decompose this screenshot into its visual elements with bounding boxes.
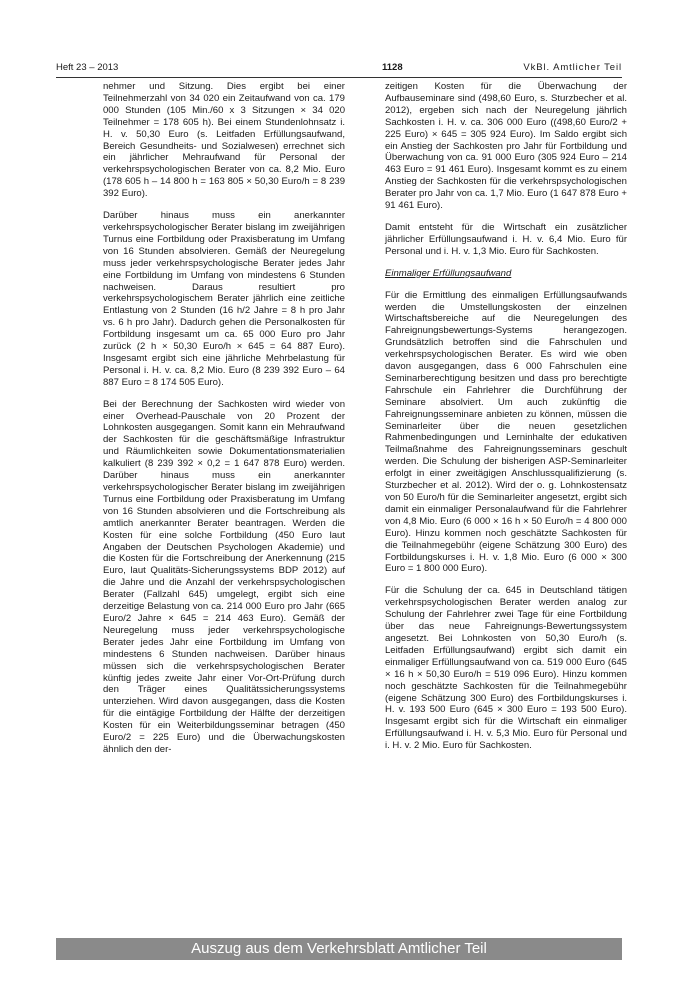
right-column: [385, 81, 627, 762]
paragraph: Damit entsteht für die Wirtschaft ein zusätzlicher jährlicher Erfüllungsaufwand i. H. v. 6,4 Mio. Euro für Personal und i. H. v. 1,3 Mio. Euro für Sachkosten.: [385, 221, 627, 257]
section-heading: Einmaliger Erfüllungsaufwand: [385, 267, 512, 279]
paragraph: Für die Schulung der ca. 645 in Deutschland tätigen verkehrspsychologischen Berater werden analog zur Schulung der Fahrlehrer zwei Tage für eine Fortbildung über das neue Fahreignungs-Bewertungssystem angesetzt. Bei Lohnkosten von 50,30 Euro/h (s. Leitfaden Erfüllungsaufwand) ergibt sich damit ein einmaliger Erfüllungsaufwand von ca. 519 000 Euro (645 × 16 h × 50,30 Euro/h = 519 096 Euro). Hinzu kommen noch geschätzte Sachkosten für die Teilnahmegebühr (eigene Schätzung 300 Euro) des Fortbildungskurses i. H. v. 193 500 Euro (645 × 300 Euro = 193 500 Euro). Insgesamt ergibt sich für die Wirtschaft ein einmaliger Erfüllungsaufwand i. H. v. 5,3 Mio. Euro für Personal und i. H. v. 2 Mio. Euro für Sachkosten.: [385, 585, 627, 752]
paragraph: zeitigen Kosten für die Überwachung der Aufbauseminare sind (498,60 Euro, s. Sturzbecher et al. 2012), ergeben sich nach der Neuregelung jährlich Sachkosten i. H. v. ca. 306 000 Euro ((498,60 Euro/2 + 225 Euro) × 645 = 305 924 Euro). Im Saldo ergibt sich ein Anstieg der Sachkosten pro Jahr für Fortbildung und Überwachung von ca. 91 000 Euro (305 924 Euro – 214 463 Euro = 91 461 Euro). Insgesamt kommt es zu einem Anstieg der Sachkosten für die verkehrspsychologischen Berater pro Jahr von ca. 1,7 Mio. Euro (1 647 878 Euro + 91 461 Euro).: [385, 81, 627, 212]
page-number: 1128: [382, 62, 403, 73]
page-header: [56, 62, 622, 76]
header-divider: [56, 77, 622, 78]
paragraph: Für die Ermittlung des einmaligen Erfüllungsaufwands werden die Umstellungskosten der einzelnen Wirtschaftsbereiche auf die Neuregelungen des Fahreignungsbewertungs-Systems herangezogen. Grundsätzlich betroffen sind die Fahrschulen und verkehrspsychologischen Berater. Es wird wie oben davon ausgegangen, dass 6 000 Fahrschulen eine Seminarberechtigung besitzen und dass pro berechtigte Fahrschule ein Fahrlehrer die Durchführung der Seminare absolviert. Um auch zukünftig die Fahreignungsseminare anbieten zu können, müssen die Seminarleiter über die neuen gesetzlichen Rahmenbedingungen und Lerninhalte der edukativen Teilmaßnahme des Fahreignungsseminars geschult werden. Die Schulung der bisherigen ASP-Seminarleiter erfolgt in einer zweitägigen Anschlussqualifizierung (s. Sturzbecher et al. 2012). Wird der o. g. Lohnkostensatz von 50 Euro/h für die Seminarleiter angesetzt, ergibt sich damit ein einmaliger Personalaufwand für die Fahrlehrer von 4,8 Mio. Euro (6 000 × 16 h × 50 Euro/h = 4 800 000 Euro). Hinzu kommen noch geschätzte Sachkosten für die Teilnahmegebühr (eigene Schätzung 300 Euro) des Fortbildungskurses i. H. v. 1,8 Mio. Euro (6 000 × 300 Euro = 1 800 000 Euro).: [385, 289, 627, 575]
publication-title: VkBl. Amtlicher Teil: [523, 62, 622, 73]
paragraph: Bei der Berechnung der Sachkosten wird wieder von einer Overhead-Pauschale von 20 Prozent der Lohnkosten ausgegangen. Somit kann ein Mehraufwand der Sachkosten für die geschäftsmäßige Infrastruktur und Räumlichkeiten sowie Dokumentationsmaterialien kalkuliert (8 239 392 × 0,2 = 1 647 878 Euro) werden. Darüber hinaus muss ein anerkannter verkehrspsychologischer Berater bislang im zweijährigen Turnus eine Fortbildung oder Praxisberatung im Umfang von 16 Stunden absolvieren und die Fortschreibung als amtlich anerkannter Berater beantragen. Werden die Kosten für eine solche Fortbildung (450 Euro laut Angaben der Deutschen Psychologen Akademie) und die Kosten für die Fortschreibung der Anerkennung (215 Euro, laut Qualitäts-Sicherungssystems BDP 2012) auf die Jahre und die Anzahl der verkehrspsychologischen Berater (Fallzahl 645) umgelegt, ergibt sich eine derzeitige Belastung von ca. 214 000 Euro pro Jahr (665 Euro/2 Jahre × 645 = 214 463 Euro). Gemäß der Neuregelung muss jeder verkehrspsychologische Berater jedes Jahr eine Fortbildung im Umfang von mindestens 6 Stunden nachweisen. Darüber hinaus müssen sich die verkehrspsychologischen Berater künftig jedes zweite Jahr einer Vor-Ort-Prüfung durch den Träger eines Qualitätssicherungssystems unterziehen. Wird davon ausgegangen, dass die Kosten für die eintägige Fortbildung der Hälfte der derzeitigen Kosten für ein Weiterbildungsseminar betragen (450 Euro/2 = 225 Euro) und die Überwachungskosten ähnlich den der-: [103, 398, 345, 755]
paragraph: Darüber hinaus muss ein anerkannter verkehrspsychologischer Berater bislang im zweijährigen Turnus eine Fortbildung oder Praxisberatung im Umfang von 16 Stunden absolvieren. Gemäß der Neuregelung muss jeder verkehrspsychologische Berater jedes Jahr eine Fortbildung im Umfang von mindestens 6 Stunden nachweisen. Daraus resultiert pro verkehrspsychologischem Berater jährlich eine zeitliche Entlastung von 2 Stunden (16 h/2 Jahre = 8 h pro Jahr vs. 6 h pro Jahr). Dadurch gehen die Personalkosten für Fortbildung insgesamt um ca. 65 000 Euro pro Jahr zurück (2 h × 50,30 Euro/h × 645 = 64 887 Euro). Insgesamt ergibt sich eine jährliche Mehrbelastung für Personal i. H. v. ca. 8,2 Mio. Euro (8 239 392 Euro – 64 887 Euro = 8 174 505 Euro).: [103, 210, 345, 388]
issue-label: Heft 23 – 2013: [56, 62, 119, 73]
paragraph: nehmer und Sitzung. Dies ergibt bei einer Teilnehmerzahl von 34 020 ein Zeitaufwand von ca. 179 000 Stunden (105 Min./60 x 3 Sitzungen × 34 020 Teilnehmer = 178 605 h). Bei einem Stundenlohnsatz i. H. v. 50,30 Euro (s. Leitfaden Erfüllungsaufwand, Bereich Gesundheits- und Sozialwesen) errechnet sich ein jährlicher Mehraufwand für Personal der verkehrspsychologischen Berater von ca. 8,2 Mio. Euro (178 605 h – 14 800 h = 163 805 × 50,30 Euro/h = 8 239 392 Euro).: [103, 81, 345, 200]
footer-banner: Auszug aus dem Verkehrsblatt Amtlicher Teil: [56, 938, 622, 960]
left-column: [103, 81, 345, 766]
